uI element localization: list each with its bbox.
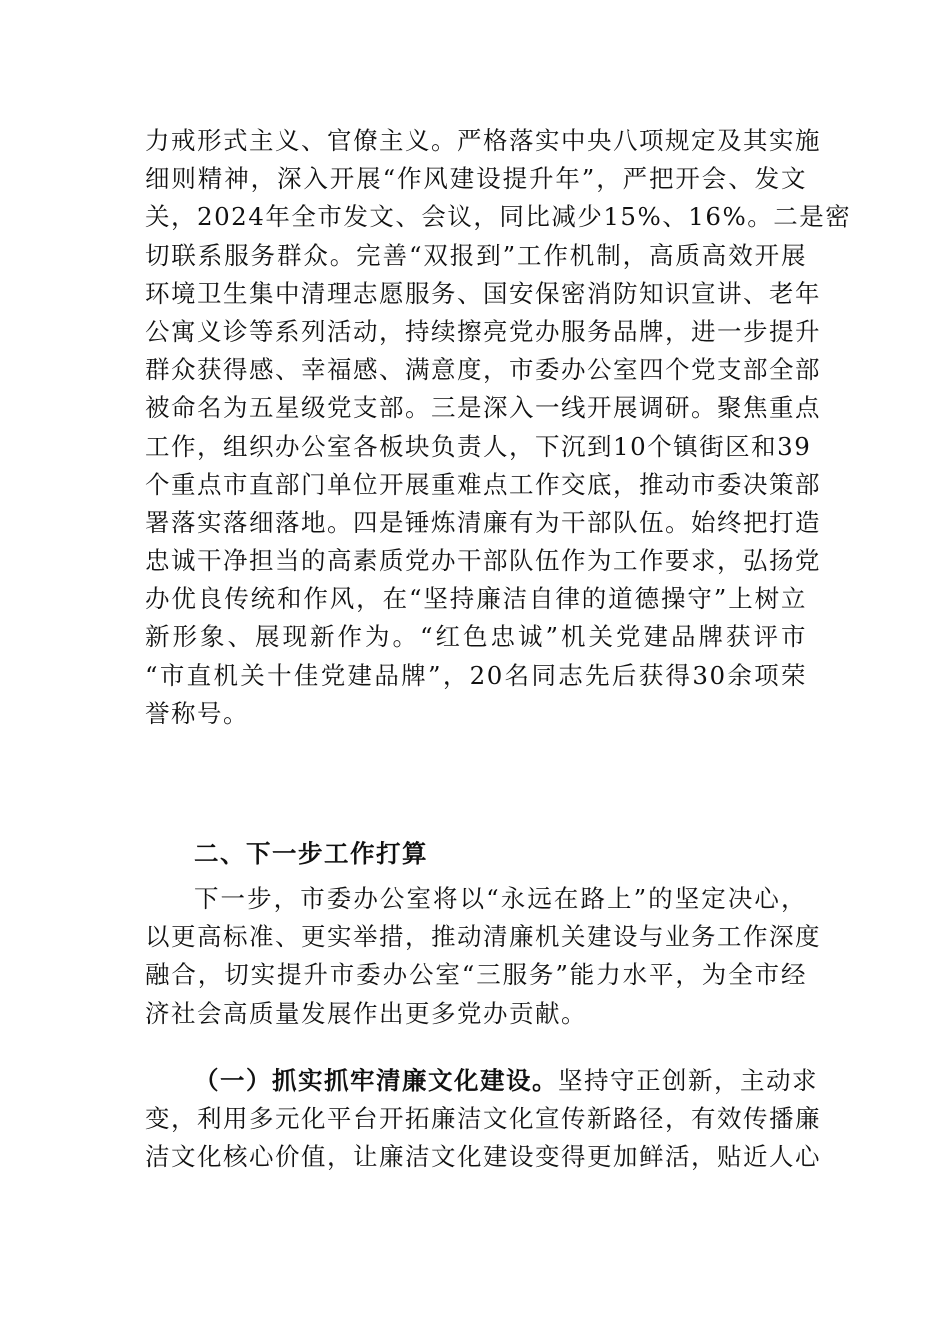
paragraph-line: 署落实落细落地。四是锤炼清廉有为干部队伍。始终把打造 — [145, 507, 821, 537]
paragraph-line: 以更高标准、更实举措，推动清廉机关建设与业务工作深度 — [145, 922, 821, 952]
paragraph-line: 洁文化核心价值，让廉洁文化建设变得更加鲜活，贴近人心 — [145, 1142, 821, 1172]
paragraph-line: 个重点市直部门单位开展重难点工作交底，推动市委决策部 — [145, 469, 821, 499]
paragraph-line: 誉称号。 — [145, 698, 249, 728]
paragraph-first-line-rest: 坚持守正创新，主动求 — [558, 1066, 818, 1095]
paragraph-line: 被命名为五星级党支部。三是深入一线开展调研。聚焦重点 — [145, 393, 821, 423]
paragraph-next-steps — [145, 880, 821, 1033]
paragraph-line: 力戒形式主义、官僚主义。严格落实中央八项规定及其实施 — [145, 126, 821, 155]
paragraph-line: 细则精神，深入开展“作风建设提升年”，严把开会、发文 — [145, 164, 807, 194]
paragraph-line: “市直机关十佳党建品牌”，20名同志先后获得30余项荣 — [145, 660, 807, 690]
paragraph-line: 下一步，市委办公室将以“永远在路上”的坚定决心， — [194, 884, 807, 913]
paragraph-line: 忠诚干净担当的高素质党办干部队伍作为工作要求，弘扬党 — [145, 546, 821, 576]
subsection-lead: （一）抓实抓牢清廉文化建设。 — [194, 1066, 558, 1095]
paragraph-first-line — [145, 1062, 818, 1100]
paragraph-line: 公寓义诊等系列活动，持续擦亮党办服务品牌，进一步提升 — [145, 316, 821, 346]
paragraph-line: 济社会高质量发展作出更多党办贡献。 — [145, 998, 587, 1028]
section-heading-block — [145, 835, 807, 873]
paragraph-line: 新形象、展现新作为。“红色忠诚”机关党建品牌获评市 — [145, 622, 807, 652]
paragraph-line: 关，2024年全市发文、会议，同比减少15%、16%。二是密 — [145, 202, 852, 232]
paragraph-clean-culture — [145, 1062, 821, 1177]
paragraph-line: 变，利用多元化平台开拓廉洁文化宣传新路径，有效传播廉 — [145, 1104, 821, 1134]
paragraph-line: 办优良传统和作风，在“坚持廉洁自律的道德操守”上树立 — [145, 584, 807, 614]
paragraph-line: 工作，组织办公室各板块负责人，下沉到10个镇街区和39 — [145, 431, 812, 461]
paragraph-line: 群众获得感、幸福感、满意度，市委办公室四个党支部全部 — [145, 355, 821, 385]
paragraph-work-review — [145, 122, 852, 733]
section-heading: 二、下一步工作打算 — [194, 839, 428, 868]
paragraph-line: 融合，切实提升市委办公室“三服务”能力水平，为全市经 — [145, 960, 807, 990]
paragraph-line: 环境卫生集中清理志愿服务、国安保密消防知识宣讲、老年 — [145, 278, 821, 308]
paragraph-line: 切联系服务群众。完善“双报到”工作机制，高质高效开展 — [145, 240, 807, 270]
